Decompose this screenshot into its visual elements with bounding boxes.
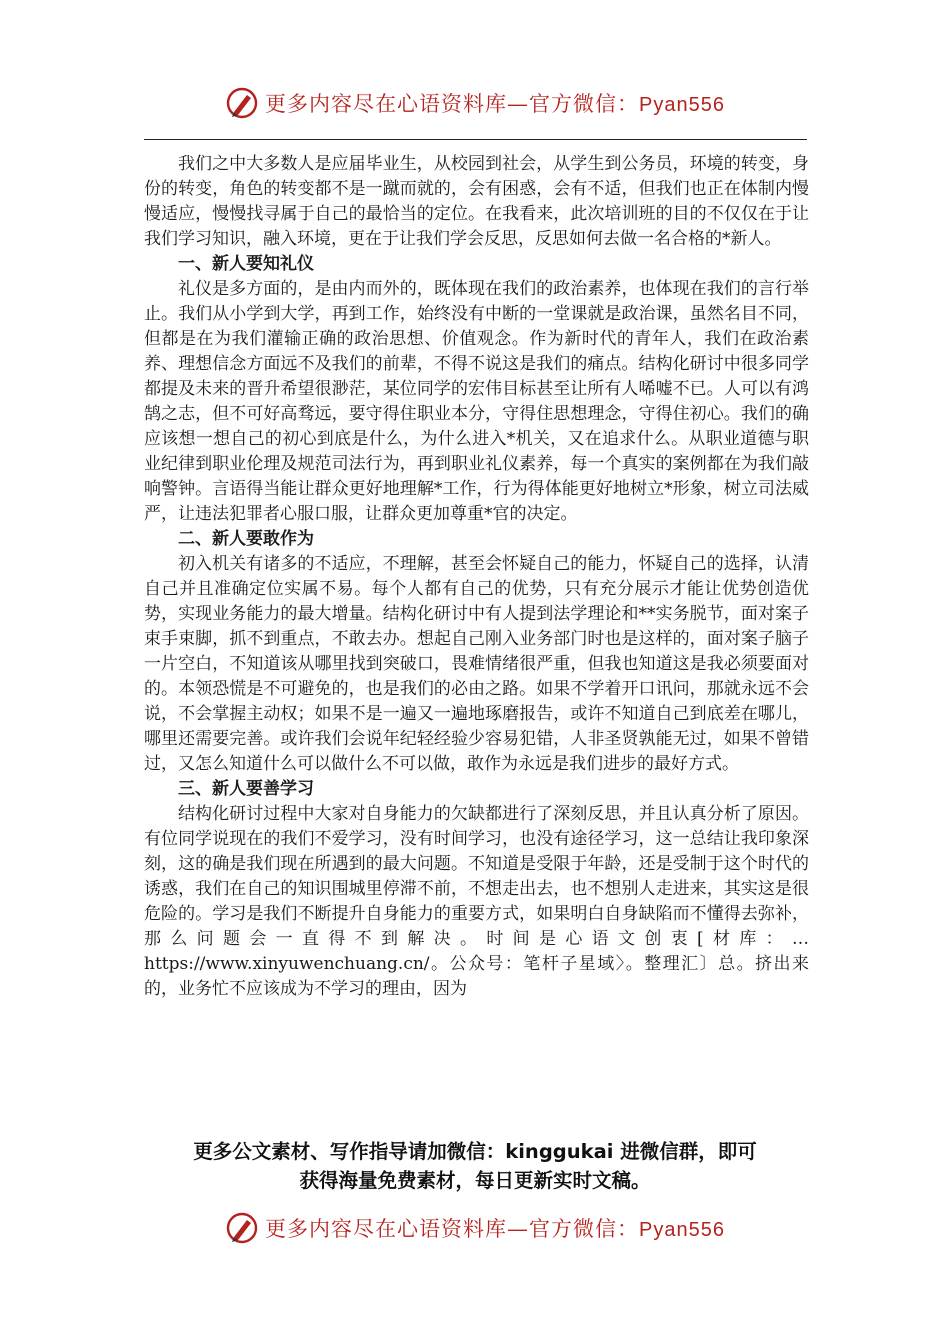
pen-logo-icon [225,1211,259,1245]
section-2-paragraph: 初入机关有诸多的不适应，不理解，甚至会怀疑自己的能力，怀疑自己的选择，认清自己并且准确定位实属不易。每个人都有自己的优势，只有充分展示才能让优势创造优势，实现业务能力的最大增量。结构化研讨中有人提到法学理论和**实务脱节，面对案子束手束脚，抓不到重点，不敢去办。想起自己刚入业务部门时也是这样的，面对案子脑子一片空白，不知道该从哪里找到突破口，畏难情绪很严重，但我也知道这是我必须要面对的。本领恐慌是不可避免的，也是我们的必由之路。如果不学着开口讯问，那就永远不会说，不会掌握主动权；如果不是一遍又一遍地琢磨报告，或许不知道自己到底差在哪儿，哪里还需要完善。或许我们会说年纪轻经验少容易犯错，人非圣贤孰能无过，如果不曾错过，又怎么知道什么可以做什么不可以做，敢作为永远是我们进步的最好方式。 [144,554,809,774]
page-footer [0,1203,950,1253]
section-3-heading: 三、新人要善学习 [178,779,314,799]
footer-brand-text: 更多内容尽在心语资料库—官方微信： [265,1217,640,1241]
page-header [0,78,950,128]
promo-line-1: 更多公文素材、写作指导请加微信：kinggukai 进微信群，即可 [193,1140,757,1163]
section-2-heading: 二、新人要敢作为 [178,529,314,549]
document-body [144,152,809,1002]
footer-brand [265,1213,725,1243]
section-1-heading: 一、新人要知礼仪 [178,254,314,274]
pen-logo-icon [225,86,259,120]
header-brand-text: 更多内容尽在心语资料库—官方微信： [265,92,640,116]
header-divider [144,139,807,140]
intro-paragraph: 我们之中大多数人是应届毕业生，从校园到社会，从学生到公务员，环境的转变，身份的转变，角色的转变都不是一蹴而就的，会有困惑，会有不适，但我们也正在体制内慢慢适应，慢慢找寻属于自己的最恰当的定位。在我看来，此次培训班的目的不仅仅在于让我们学习知识，融入环境，更在于让我们学会反思，反思如何去做一名合格的*新人。 [144,154,809,249]
promo-line-2: 获得海量免费素材，每日更新实时文稿。 [299,1169,651,1192]
header-wechat-id: Pyan556 [639,94,725,116]
header-brand [265,88,725,118]
section-3-paragraph: 结构化研讨过程中大家对自身能力的欠缺都进行了深刻反思，并且认真分析了原因。有位同学说现在的我们不爱学习，没有时间学习，也没有途径学习，这一总结让我印象深刻，这的确是我们现在所遇到的最大问题。不知道是受限于年龄，还是受制于这个时代的诱惑，我们在自己的知识围城里停滞不前，不想走出去，也不想别人走进来，其实这是很危险的。学习是我们不断提升自身能力的重要方式，如果明白自身缺陷而不懂得去弥补，那么问题会一直得不到解决。时间是心语文创衷[材库：…https://www.xinyuwenchuang.cn/。公众号：笔杆子星域〉。整理汇〕总。挤出来的，业务忙不应该成为不学习的理由，因为 [144,804,809,999]
section-1-paragraph: 礼仪是多方面的，是由内而外的，既体现在我们的政治素养，也体现在我们的言行举止。我们从小学到大学，再到工作，始终没有中断的一堂课就是政治课，虽然名目不同，但都是在为我们灌输正确的政治思想、价值观念。作为新时代的青年人，我们在政治素养、理想信念方面远不及我们的前辈，不得不说这是我们的痛点。结构化研讨中很多同学都提及未来的晋升希望很渺茫，某位同学的宏伟目标甚至让所有人唏嘘不已。人可以有鸿鹄之志，但不可好高骛远，要守得住职业本分，守得住思想理念，守得住初心。我们的确应该想一想自己的初心到底是什么，为什么进入*机关，又在追求什么。从职业道德与职业纪律到职业伦理及规范司法行为，再到职业礼仪素养，每一个真实的案例都在为我们敲响警钟。言语得当能让群众更好地理解*工作，行为得体能更好地树立*形象，树立司法威严，让违法犯罪者心服口服，让群众更加尊重*官的决定。 [144,279,809,524]
promo-block [0,1137,950,1195]
footer-wechat-id: Pyan556 [639,1219,725,1241]
